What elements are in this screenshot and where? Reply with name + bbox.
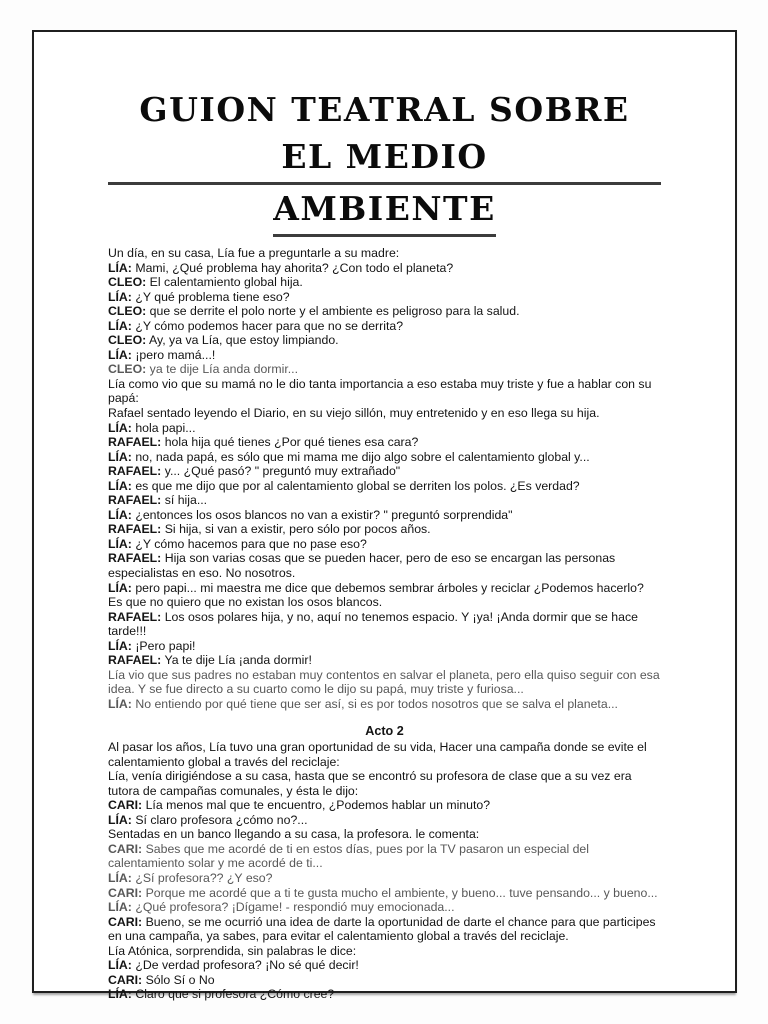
dialogue-line: CARI: Lía menos mal que te encuentro, ¿Podemos hablar un minuto?: [108, 798, 491, 813]
speaker-name: LÍA:: [108, 812, 132, 827]
dialogue-line: CLEO: ya te dije Lía anda dormir...: [108, 362, 299, 377]
speaker-name: RAFAEL:: [108, 493, 162, 508]
dialogue-line: CARI: Sólo Sí o No: [108, 972, 215, 987]
dialogue-line: LÍA: Sí claro profesora ¿cómo no?...: [108, 812, 308, 827]
speaker-name: LÍA:: [108, 987, 132, 1002]
speaker-name: LÍA:: [108, 536, 132, 551]
speaker-name: RAFAEL:: [108, 522, 162, 537]
narration-line: Un día, en su casa, Lía fue a preguntarle a su madre:: [108, 246, 400, 260]
dialogue-line: LÍA: ¿Sí profesora?? ¿Y eso?: [108, 870, 273, 885]
dialogue-line: LÍA: no, nada papá, es sólo que mi mama me dijo algo sobre el calentamiento global y...: [108, 449, 590, 464]
speaker-name: RAFAEL:: [108, 464, 162, 479]
speaker-name: RAFAEL:: [108, 551, 162, 566]
speaker-name: LÍA:: [108, 260, 132, 275]
narration-line: Sentadas en un banco llegando a su casa, la profesora. le comenta:: [108, 827, 480, 842]
speaker-name: LÍA:: [108, 289, 132, 304]
speaker-name: LÍA:: [108, 638, 132, 653]
dialogue-line: CARI: Porque me acordé que a ti te gusta mucho el ambiente, y bueno... tuve pensando... y bueno...: [108, 885, 658, 900]
speaker-name: LÍA:: [108, 870, 132, 885]
speaker-name: LÍA:: [108, 580, 132, 595]
dialogue-line: CARI: Bueno, se me ocurrió una idea de darte la oportunidad de darte el chance para que participes en una campaña, ya sabes, para evitar el calentamiento global a través del reciclaje.: [108, 914, 656, 944]
page-content: [108, 32, 661, 1002]
dialogue-line: LÍA: No entiendo por qué tiene que ser así, si es por todos nosotros que se salva el planeta...: [108, 696, 618, 711]
dialogue-line: RAFAEL: Hija son varias cosas que se pueden hacer, pero de eso se encargan las personas especialistas en eso. No nosotros.: [108, 551, 616, 581]
document-page: [32, 30, 737, 1002]
dialogue-line: LÍA: ¿Y cómo hacemos para que no pase eso?: [108, 536, 367, 551]
dialogue-line: LÍA: Claro que si profesora ¿Cómo cree?: [108, 987, 335, 1002]
speaker-name: LÍA:: [108, 347, 132, 362]
dialogue-line: LÍA: pero papi... mi maestra me dice que debemos sembrar árboles y reciclar ¿Podemos hacerlo? Es que no quiero que no existan los osos blancos.: [108, 580, 644, 610]
narration-line: Al pasar los años, Lía tuvo una gran oportunidad de su vida, Hacer una campaña donde se evite el calentamiento global a través del reciclaje:: [108, 740, 647, 769]
act-2-heading: Acto 2: [365, 723, 404, 738]
act1-lines: [108, 246, 661, 712]
dialogue-line: LÍA: ¿Y cómo podemos hacer para que no se derrita?: [108, 318, 404, 333]
dialogue-line: CLEO: Ay, ya va Lía, que estoy limpiando.: [108, 333, 339, 348]
speaker-name: CLEO:: [108, 333, 147, 348]
narration-line: Rafael sentado leyendo el Diario, en su viejo sillón, muy entretenido y en eso llega su hija.: [108, 406, 600, 421]
dialogue-line: CARI: Sabes que me acordé de ti en estos días, pues por la TV pasaron un especial del calentamiento solar y me acordé de ti...: [108, 841, 589, 871]
narration-line: Lía como vio que su mamá no le dio tanta importancia a eso estaba muy triste y fue a hablar con su papá:: [108, 376, 652, 406]
document-title: [108, 86, 661, 237]
speaker-name: LÍA:: [108, 318, 132, 333]
act2-lines: [108, 740, 661, 1002]
speaker-name: LÍA:: [108, 900, 132, 915]
speaker-name: LÍA:: [108, 958, 132, 973]
speaker-name: CARI:: [108, 841, 143, 856]
dialogue-line: RAFAEL: y... ¿Qué pasó? " preguntó muy extrañado": [108, 464, 401, 479]
dialogue-line: LÍA: ¿Qué profesora? ¡Dígame! - respondió muy emocionada...: [108, 900, 455, 915]
dialogue-line: RAFAEL: sí hija...: [108, 493, 208, 508]
dialogue-line: RAFAEL: Si hija, si van a existir, pero sólo por pocos años.: [108, 522, 431, 537]
title-line-1: GUION TEATRAL SOBRE EL MEDIO: [108, 86, 661, 185]
dialogue-line: LÍA: ¿De verdad profesora? ¡No sé qué decir!: [108, 958, 359, 973]
speaker-name: LÍA:: [108, 507, 132, 522]
narration-line: Lía Atónica, sorprendida, sin palabras le dice:: [108, 943, 357, 958]
narration-line: Lía, venía dirigiéndose a su casa, hasta que se encontró su profesora de clase que a su vez era tutora de campañas comunales, y ésta le dijo:: [108, 769, 632, 798]
dialogue-line: LÍA: ¿Y qué problema tiene eso?: [108, 289, 290, 304]
speaker-name: CARI:: [108, 972, 143, 987]
dialogue-line: LÍA: Mami, ¿Qué problema hay ahorita? ¿Con todo el planeta?: [108, 260, 454, 275]
dialogue-line: LÍA: ¡Pero papi!: [108, 638, 196, 653]
dialogue-line: CLEO: El calentamiento global hija.: [108, 275, 303, 290]
dialogue-line: CLEO: que se derrite el polo norte y el ambiente es peligroso para la salud.: [108, 304, 520, 319]
dialogue-line: RAFAEL: Ya te dije Lía ¡anda dormir!: [108, 653, 312, 668]
dialogue-line: RAFAEL: Los osos polares hija, y no, aquí no tenemos espacio. Y ¡ya! ¡Anda dormir que se hace tarde!!!: [108, 609, 638, 639]
speaker-name: CARI:: [108, 885, 143, 900]
speaker-name: RAFAEL:: [108, 435, 162, 450]
title-line-2: AMBIENTE: [273, 185, 496, 237]
speaker-name: LÍA:: [108, 478, 132, 493]
speaker-name: LÍA:: [108, 420, 132, 435]
speaker-name: RAFAEL:: [108, 609, 162, 624]
speaker-name: CLEO:: [108, 362, 147, 377]
speaker-name: CARI:: [108, 914, 143, 929]
narration-line: Lía vio que sus padres no estaban muy contentos en salvar el planeta, pero ella quiso seguir con esa idea. Y se fue directo a su cuarto como le dijo su papá, muy triste y furiosa...: [108, 667, 660, 697]
speaker-name: CLEO:: [108, 304, 147, 319]
speaker-name: LÍA:: [108, 449, 132, 464]
dialogue-line: LÍA: ¿entonces los osos blancos no van a existir? " preguntó sorprendida": [108, 507, 513, 522]
speaker-name: CLEO:: [108, 275, 147, 290]
dialogue-line: RAFAEL: hola hija qué tienes ¿Por qué tienes esa cara?: [108, 435, 419, 450]
speaker-name: LÍA:: [108, 696, 132, 711]
dialogue-line: LÍA: es que me dijo que por al calentamiento global se derriten los polos. ¿Es verdad?: [108, 478, 580, 493]
speaker-name: RAFAEL:: [108, 653, 162, 668]
dialogue-line: LÍA: ¡pero mamá...!: [108, 347, 216, 362]
dialogue-line: LÍA: hola papi...: [108, 420, 196, 435]
speaker-name: CARI:: [108, 798, 143, 813]
